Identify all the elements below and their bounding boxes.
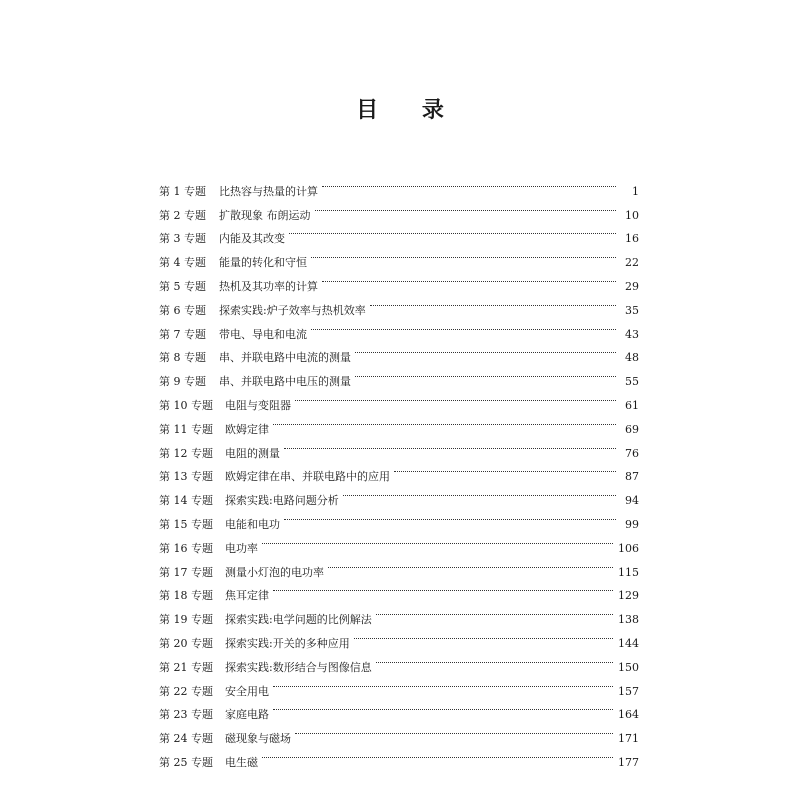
toc-entry-page: 99 xyxy=(625,517,639,531)
toc-dot-leader xyxy=(313,195,619,219)
toc-entry-title: 磁现象与磁场 xyxy=(225,732,291,746)
toc-dot-leader xyxy=(309,314,618,338)
toc-dot-leader xyxy=(282,433,618,457)
toc-entry-number: 第 22 专题 xyxy=(159,684,213,698)
toc-entry-page: 76 xyxy=(625,446,639,460)
toc-entry-title: 测量小灯泡的电功率 xyxy=(225,565,324,579)
toc-entry-number: 第 18 专题 xyxy=(159,589,213,603)
toc-entry-number: 第 7 专题 xyxy=(159,327,206,341)
toc-entry-page: 129 xyxy=(618,589,639,603)
toc-entry-page: 87 xyxy=(625,470,639,484)
toc-entry-number: 第 13 专题 xyxy=(159,470,213,484)
toc-dot-leader xyxy=(368,290,618,314)
toc-dot-leader xyxy=(271,695,615,719)
toc-entry-title: 电能和电功 xyxy=(225,517,280,531)
toc-entry-page: 94 xyxy=(625,494,639,508)
toc-dot-leader xyxy=(271,576,615,600)
toc-entry-page: 164 xyxy=(618,708,639,722)
toc-entry-number: 第 8 专题 xyxy=(159,351,206,365)
toc-entry-page: 10 xyxy=(625,208,639,222)
toc-entry-page: 29 xyxy=(625,279,639,293)
toc-entry-number: 第 1 专题 xyxy=(159,184,206,198)
toc-entry-title: 焦耳定律 xyxy=(225,589,269,603)
toc-entry-number: 第 11 专题 xyxy=(159,422,213,436)
toc-entry xyxy=(159,171,639,198)
toc-dot-leader xyxy=(392,457,618,481)
toc-entry-title: 欧姆定律在串、并联电路中的应用 xyxy=(225,470,390,484)
toc-entry-page: 61 xyxy=(625,398,639,412)
table-of-contents xyxy=(159,171,639,769)
toc-entry-page: 16 xyxy=(625,232,639,246)
toc-entry-number: 第 17 专题 xyxy=(159,565,213,579)
toc-dot-leader xyxy=(260,528,615,552)
toc-dot-leader xyxy=(320,266,618,290)
toc-dot-leader xyxy=(320,171,618,195)
toc-entry-title: 安全用电 xyxy=(225,684,269,698)
toc-entry-page: 43 xyxy=(625,327,639,341)
toc-entry-number: 第 10 专题 xyxy=(159,398,213,412)
toc-entry-number: 第 14 专题 xyxy=(159,494,213,508)
toc-entry-number: 第 2 专题 xyxy=(159,208,206,222)
toc-dot-leader xyxy=(353,338,618,362)
toc-dot-leader xyxy=(293,385,618,409)
toc-dot-leader xyxy=(260,742,615,766)
toc-dot-leader xyxy=(353,361,618,385)
toc-dot-leader xyxy=(271,671,615,695)
toc-entry-page: 150 xyxy=(618,660,639,674)
toc-entry-title: 探索实践:开关的多种应用 xyxy=(225,636,350,650)
toc-entry-page: 177 xyxy=(618,755,639,769)
toc-entry-page: 171 xyxy=(618,732,639,746)
toc-entry-page: 22 xyxy=(625,256,639,270)
toc-entry-title: 电功率 xyxy=(225,541,258,555)
toc-entry-page: 106 xyxy=(618,541,639,555)
toc-entry-number: 第 21 专题 xyxy=(159,660,213,674)
toc-entry-page: 1 xyxy=(632,184,639,198)
toc-entry-title: 串、并联电路中电流的测量 xyxy=(219,351,351,365)
toc-entry-title: 比热容与热量的计算 xyxy=(219,184,318,198)
toc-entry-title: 家庭电路 xyxy=(225,708,269,722)
toc-entry-number: 第 15 专题 xyxy=(159,517,213,531)
toc-entry-page: 144 xyxy=(618,636,639,650)
toc-dot-leader xyxy=(287,219,618,243)
toc-dot-leader xyxy=(341,480,618,504)
toc-entry-page: 35 xyxy=(625,303,639,317)
toc-dot-leader xyxy=(293,718,615,742)
toc-entry-title: 带电、导电和电流 xyxy=(219,327,307,341)
toc-entry-number: 第 20 专题 xyxy=(159,636,213,650)
toc-entry-title: 电阻与变阻器 xyxy=(225,398,291,412)
toc-dot-leader xyxy=(352,623,615,647)
toc-entry-page: 48 xyxy=(625,351,639,365)
toc-entry-title: 电阻的测量 xyxy=(225,446,280,460)
toc-entry-title: 扩散现象 布朗运动 xyxy=(219,208,311,222)
toc-dot-leader xyxy=(271,409,618,433)
toc-entry-number: 第 25 专题 xyxy=(159,755,213,769)
toc-entry-page: 115 xyxy=(618,565,639,579)
toc-entry-page: 55 xyxy=(625,375,639,389)
toc-entry-number: 第 5 专题 xyxy=(159,279,206,293)
toc-entry-title: 探索实践:电路问题分析 xyxy=(225,494,339,508)
page-title: 目 录 xyxy=(356,97,462,123)
toc-entry-title: 内能及其改变 xyxy=(219,232,285,246)
toc-entry-page: 138 xyxy=(618,613,639,627)
toc-dot-leader xyxy=(374,599,615,623)
toc-entry-number: 第 12 专题 xyxy=(159,446,213,460)
toc-entry-number: 第 16 专题 xyxy=(159,541,213,555)
toc-entry-page: 69 xyxy=(625,422,639,436)
toc-entry-number: 第 19 专题 xyxy=(159,613,213,627)
toc-entry-title: 能量的转化和守恒 xyxy=(219,256,307,270)
toc-entry-number: 第 23 专题 xyxy=(159,708,213,722)
toc-dot-leader xyxy=(282,504,618,528)
toc-entry-number: 第 4 专题 xyxy=(159,256,206,270)
toc-entry-number: 第 3 专题 xyxy=(159,232,206,246)
toc-entry-title: 串、并联电路中电压的测量 xyxy=(219,375,351,389)
toc-entry-page: 157 xyxy=(618,684,639,698)
toc-entry-title: 探索实践:炉子效率与热机效率 xyxy=(219,303,366,317)
toc-entry-title: 欧姆定律 xyxy=(225,422,269,436)
toc-dot-leader xyxy=(326,552,615,576)
toc-entry-number: 第 24 专题 xyxy=(159,732,213,746)
toc-dot-leader xyxy=(309,242,618,266)
toc-entry-number: 第 6 专题 xyxy=(159,303,206,317)
toc-dot-leader xyxy=(374,647,615,671)
toc-entry-title: 电生磁 xyxy=(225,755,258,769)
toc-entry-title: 热机及其功率的计算 xyxy=(219,279,318,293)
toc-entry-title: 探索实践:电学问题的比例解法 xyxy=(225,613,372,627)
toc-entry-title: 探索实践:数形结合与图像信息 xyxy=(225,660,372,674)
toc-entry-number: 第 9 专题 xyxy=(159,375,206,389)
